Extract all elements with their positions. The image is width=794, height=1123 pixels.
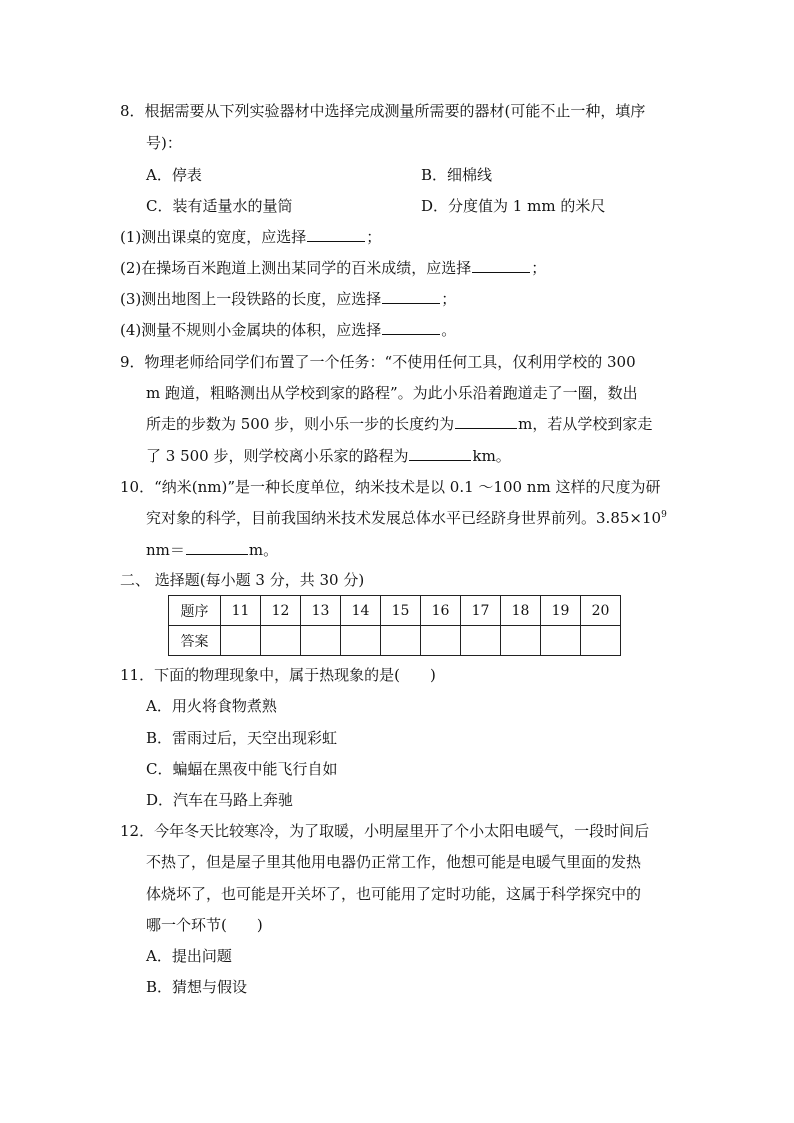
answer-cell [421,626,461,656]
q8-option-d: D．分度值为 1 mm 的米尺 [421,197,606,215]
table-cell: 答案 [169,626,221,656]
table-header-row [169,596,621,626]
q8-sub3-text: (3)测出地图上一段铁路的长度，应选择 [120,290,382,308]
q9-line3-text: 所走的步数为 500 步，则小乐一步的长度约为 [146,415,455,433]
answer-cell [581,626,621,656]
table-cell: 题序 [169,596,221,626]
q8-sub4-text: (4)测量不规则小金属块的体积，应选择 [120,321,382,339]
q8-sub1-end: ； [366,228,382,246]
q8-option-b: B．细棉线 [421,166,493,184]
answer-cell [261,626,301,656]
q12-line2: 不热了，但是屋子里其他用电器仍正常工作，他想可能是电暖气里面的发热 [146,853,642,871]
answer-blank [382,289,440,304]
q8-option-c: C．装有适量水的量筒 [146,197,293,215]
answer-blank [186,540,248,555]
q11-option-c: C．蝙蝠在黑夜中能飞行自如 [146,760,338,778]
q8-stem-line1: 8．根据需要从下列实验器材中选择完成测量所需要的器材(可能不止一种，填序 [120,102,646,120]
q10-line3-text: nm＝ [146,541,185,559]
table-cell: 19 [541,596,581,626]
answer-blank [307,227,365,242]
table-cell: 15 [381,596,421,626]
answer-cell [501,626,541,656]
q9-line3-end: m，若从学校到家走 [518,415,653,433]
q11-option-d: D．汽车在马路上奔驰 [146,791,294,809]
q10-line2 [146,508,667,528]
q9-line4-end: km。 [472,447,511,465]
answer-cell [461,626,501,656]
q8-sub4 [120,320,456,340]
q12-option-b: B．猜想与假设 [146,978,248,996]
q8-sub3 [120,289,456,309]
q8-sub2 [120,258,546,278]
answer-blank [382,320,440,335]
q11-option-a: A．用火将食物煮熟 [146,697,277,715]
answer-cell [221,626,261,656]
q8-sub2-end: ； [531,259,547,277]
table-cell: 16 [421,596,461,626]
table-cell: 13 [301,596,341,626]
q12-line4: 哪一个环节( ) [146,916,263,934]
answer-blank [455,414,517,429]
q9-line4-text: 了 3 500 步，则学校离小乐家的路程为 [146,447,409,465]
section-heading: 二、 选择题(每小题 3 分，共 30 分) [120,571,365,589]
q8-stem-line2: 号)： [146,134,182,152]
q9-line2: m 跑道，粗略测出从学校到家的路程”。为此小乐沿着跑道走了一圈，数出 [146,384,638,402]
answer-cell [541,626,581,656]
table-cell: 12 [261,596,301,626]
q10-exponent: 9 [661,510,667,520]
q8-sub1-text: (1)测出课桌的宽度，应选择 [120,228,307,246]
q8-option-a: A．停表 [146,166,202,184]
answer-cell [301,626,341,656]
q11-stem: 11．下面的物理现象中，属于热现象的是( ) [120,666,436,684]
answer-blank [472,258,530,273]
q11-option-b: B．雷雨过后，天空出现彩虹 [146,729,338,747]
q8-sub4-end: 。 [441,321,457,339]
q9-line4 [146,446,511,466]
table-cell: 18 [501,596,541,626]
answer-table [168,595,621,656]
q8-sub2-text: (2)在操场百米跑道上测出某同学的百米成绩，应选择 [120,259,472,277]
table-cell: 14 [341,596,381,626]
answer-cell [381,626,421,656]
table-cell: 17 [461,596,501,626]
q9-line1: 9．物理老师给同学们布置了一个任务：“不使用任何工具，仅利用学校的 300 [120,353,636,371]
q10-line1: 10．“纳米(nm)”是一种长度单位，纳米技术是以 0.1 ～100 nm 这样的尺度为研 [120,478,661,496]
q12-line3: 体烧坏了，也可能是开关坏了，也可能用了定时功能，这属于科学探究中的 [146,885,642,903]
answer-blank [409,446,471,461]
q10-line3 [146,540,278,560]
q10-line3-end: m。 [248,541,279,559]
table-cell: 20 [581,596,621,626]
q8-sub1 [120,227,381,247]
q12-option-a: A．提出问题 [146,947,232,965]
table-answer-row [169,626,621,656]
q9-line3 [146,414,652,434]
q12-line1: 12．今年冬天比较寒冷，为了取暖，小明屋里开了个小太阳电暖气，一段时间后 [120,822,650,840]
answer-cell [341,626,381,656]
q8-sub3-end: ； [441,290,457,308]
table-cell: 11 [221,596,261,626]
q10-line2-text: 究对象的科学，目前我国纳米技术发展总体水平已经跻身世界前列。3.85×10 [146,509,662,527]
